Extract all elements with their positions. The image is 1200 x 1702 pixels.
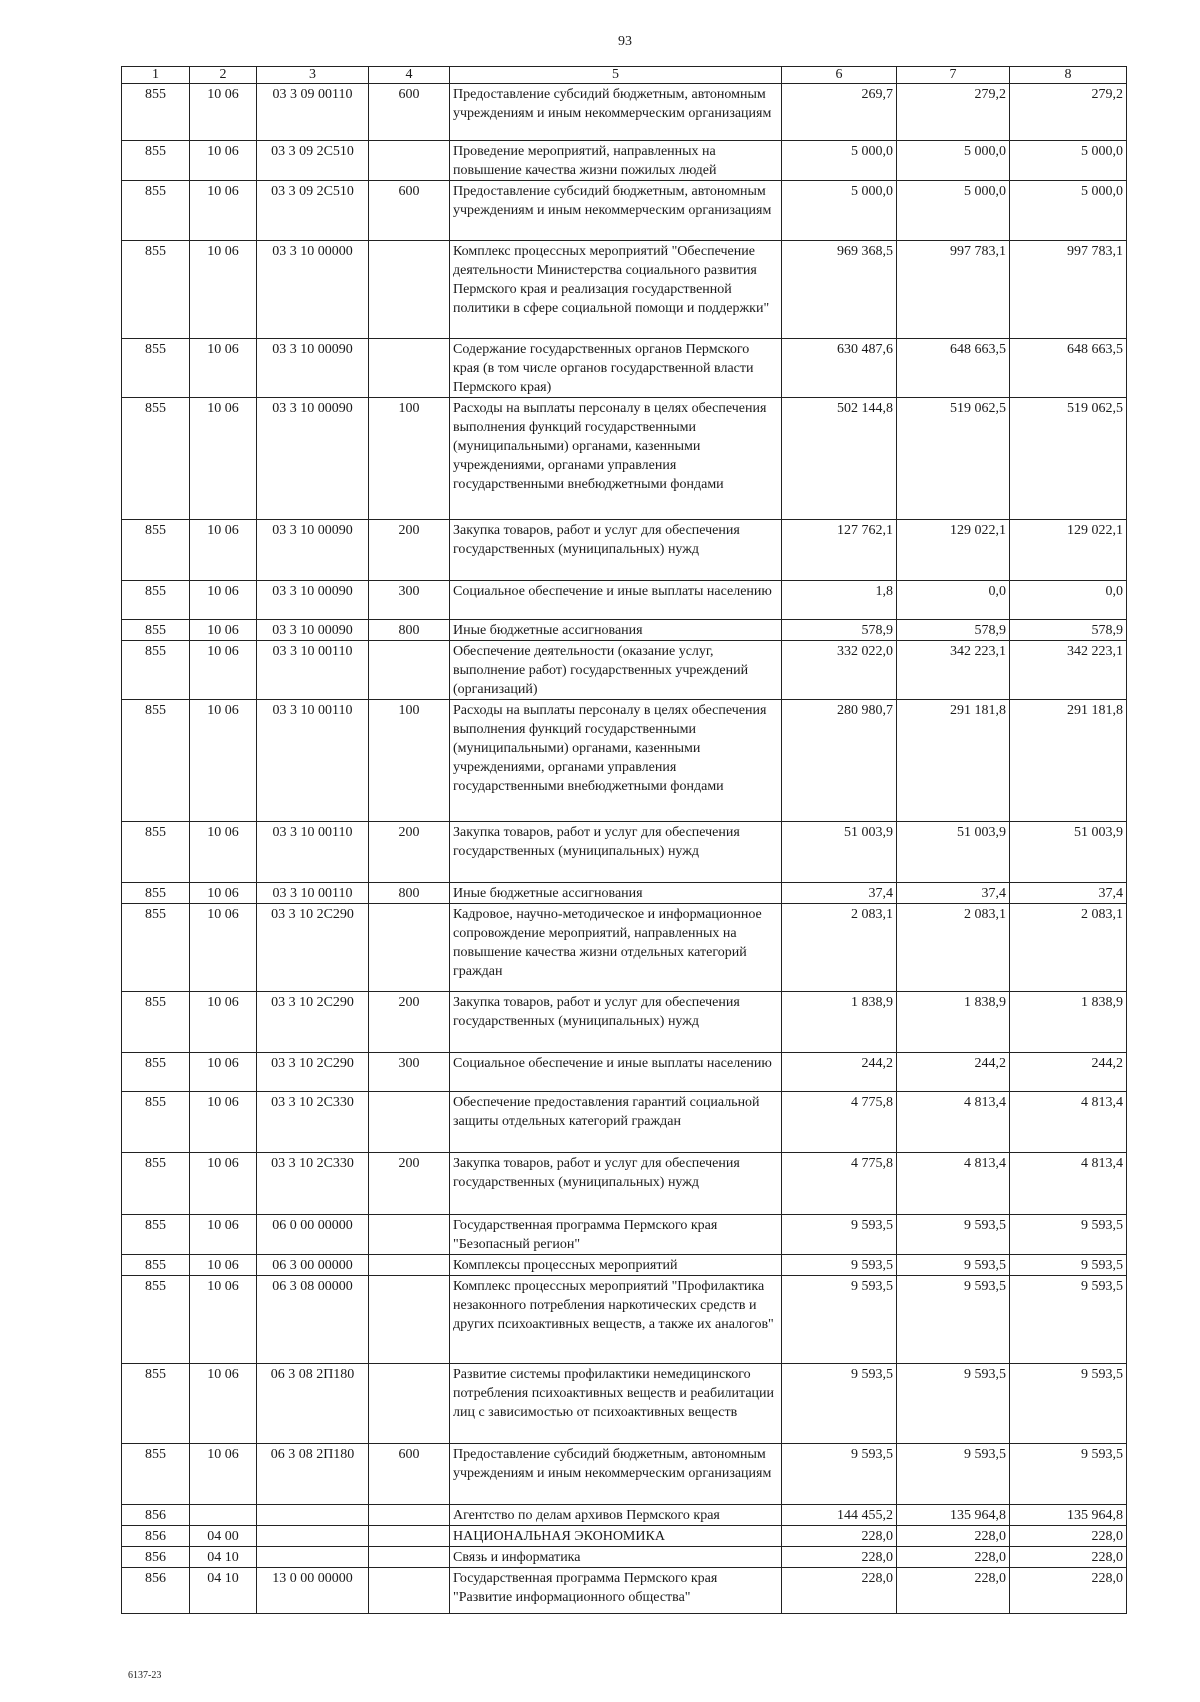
cell-amount-2: 0,0 bbox=[897, 581, 1010, 620]
cell-ministry-code: 855 bbox=[122, 1444, 190, 1505]
cell-amount-3: 997 783,1 bbox=[1010, 241, 1127, 339]
column-header-7: 7 bbox=[897, 67, 1010, 84]
column-header-8: 8 bbox=[1010, 67, 1127, 84]
cell-target-code: 06 3 08 2П180 bbox=[257, 1444, 369, 1505]
cell-amount-1: 228,0 bbox=[782, 1547, 897, 1568]
cell-expense-type bbox=[369, 1547, 450, 1568]
cell-ministry-code: 855 bbox=[122, 520, 190, 581]
table-row bbox=[122, 181, 1127, 241]
cell-amount-3: 4 813,4 bbox=[1010, 1153, 1127, 1215]
cell-amount-1: 630 487,6 bbox=[782, 339, 897, 398]
cell-section-code: 10 06 bbox=[190, 1444, 257, 1505]
cell-amount-2: 5 000,0 bbox=[897, 181, 1010, 241]
cell-target-code: 03 3 10 00110 bbox=[257, 822, 369, 883]
table-row bbox=[122, 1364, 1127, 1444]
cell-target-code: 03 3 10 2С330 bbox=[257, 1153, 369, 1215]
cell-amount-1: 2 083,1 bbox=[782, 904, 897, 992]
cell-amount-2: 2 083,1 bbox=[897, 904, 1010, 992]
cell-ministry-code: 855 bbox=[122, 700, 190, 822]
column-header-3: 3 bbox=[257, 67, 369, 84]
table-row bbox=[122, 1547, 1127, 1568]
cell-expense-type: 300 bbox=[369, 1053, 450, 1092]
table-row bbox=[122, 1505, 1127, 1526]
cell-target-code: 03 3 09 00110 bbox=[257, 84, 369, 141]
cell-amount-2: 9 593,5 bbox=[897, 1444, 1010, 1505]
cell-expense-type bbox=[369, 1568, 450, 1614]
cell-target-code: 03 3 10 00110 bbox=[257, 641, 369, 700]
cell-section-code: 10 06 bbox=[190, 1215, 257, 1255]
cell-section-code: 10 06 bbox=[190, 1364, 257, 1444]
cell-section-code: 10 06 bbox=[190, 822, 257, 883]
cell-amount-3: 228,0 bbox=[1010, 1547, 1127, 1568]
column-header-6: 6 bbox=[782, 67, 897, 84]
cell-name: Комплекс процессных мероприятий "Профилактика незаконного потребления наркотических средств и других психоактивных веществ, а также их аналогов" bbox=[450, 1276, 782, 1364]
cell-amount-3: 578,9 bbox=[1010, 620, 1127, 641]
cell-ministry-code: 855 bbox=[122, 1053, 190, 1092]
cell-amount-2: 129 022,1 bbox=[897, 520, 1010, 581]
cell-expense-type: 600 bbox=[369, 181, 450, 241]
column-header-1: 1 bbox=[122, 67, 190, 84]
cell-ministry-code: 855 bbox=[122, 883, 190, 904]
cell-amount-2: 1 838,9 bbox=[897, 992, 1010, 1053]
cell-target-code: 03 3 10 2С290 bbox=[257, 1053, 369, 1092]
cell-target-code: 03 3 10 00090 bbox=[257, 520, 369, 581]
cell-amount-2: 244,2 bbox=[897, 1053, 1010, 1092]
cell-target-code: 03 3 10 00090 bbox=[257, 398, 369, 520]
cell-expense-type bbox=[369, 1092, 450, 1153]
cell-amount-3: 135 964,8 bbox=[1010, 1505, 1127, 1526]
cell-amount-3: 37,4 bbox=[1010, 883, 1127, 904]
cell-section-code: 10 06 bbox=[190, 992, 257, 1053]
cell-expense-type bbox=[369, 339, 450, 398]
cell-name: Закупка товаров, работ и услуг для обеспечения государственных (муниципальных) нужд bbox=[450, 822, 782, 883]
table-row bbox=[122, 1526, 1127, 1547]
cell-amount-2: 342 223,1 bbox=[897, 641, 1010, 700]
cell-section-code: 10 06 bbox=[190, 883, 257, 904]
cell-amount-3: 519 062,5 bbox=[1010, 398, 1127, 520]
table-row bbox=[122, 1053, 1127, 1092]
cell-name: Расходы на выплаты персоналу в целях обеспечения выполнения функций государственными (муниципальными) органами, казенными учреждениями, органами управления государственными внебюджетными фондами bbox=[450, 700, 782, 822]
cell-amount-3: 279,2 bbox=[1010, 84, 1127, 141]
cell-amount-2: 9 593,5 bbox=[897, 1364, 1010, 1444]
cell-amount-1: 127 762,1 bbox=[782, 520, 897, 581]
cell-amount-3: 129 022,1 bbox=[1010, 520, 1127, 581]
cell-expense-type: 100 bbox=[369, 398, 450, 520]
cell-amount-1: 9 593,5 bbox=[782, 1444, 897, 1505]
cell-target-code: 03 3 09 2С510 bbox=[257, 181, 369, 241]
cell-ministry-code: 855 bbox=[122, 1364, 190, 1444]
cell-section-code: 04 00 bbox=[190, 1526, 257, 1547]
cell-amount-2: 9 593,5 bbox=[897, 1255, 1010, 1276]
cell-amount-1: 332 022,0 bbox=[782, 641, 897, 700]
cell-target-code bbox=[257, 1547, 369, 1568]
cell-section-code: 10 06 bbox=[190, 241, 257, 339]
cell-section-code: 10 06 bbox=[190, 141, 257, 181]
cell-section-code: 10 06 bbox=[190, 1276, 257, 1364]
column-header-4: 4 bbox=[369, 67, 450, 84]
cell-name: Закупка товаров, работ и услуг для обеспечения государственных (муниципальных) нужд bbox=[450, 520, 782, 581]
cell-amount-1: 1 838,9 bbox=[782, 992, 897, 1053]
cell-name: Расходы на выплаты персоналу в целях обеспечения выполнения функций государственными (муниципальными) органами, казенными учреждениями, органами управления государственными внебюджетными фондами bbox=[450, 398, 782, 520]
cell-name: Развитие системы профилактики немедицинского потребления психоактивных веществ и реабилитации лиц с зависимостью от психоактивных веществ bbox=[450, 1364, 782, 1444]
cell-name: Содержание государственных органов Пермского края (в том числе органов государственной власти Пермского края) bbox=[450, 339, 782, 398]
cell-amount-3: 4 813,4 bbox=[1010, 1092, 1127, 1153]
table-row bbox=[122, 1276, 1127, 1364]
table-row bbox=[122, 1444, 1127, 1505]
cell-amount-1: 244,2 bbox=[782, 1053, 897, 1092]
cell-amount-2: 4 813,4 bbox=[897, 1153, 1010, 1215]
cell-amount-2: 135 964,8 bbox=[897, 1505, 1010, 1526]
cell-expense-type bbox=[369, 1364, 450, 1444]
cell-name: Государственная программа Пермского края "Развитие информационного общества" bbox=[450, 1568, 782, 1614]
cell-section-code: 10 06 bbox=[190, 641, 257, 700]
cell-section-code: 10 06 bbox=[190, 581, 257, 620]
cell-expense-type bbox=[369, 241, 450, 339]
cell-name: Закупка товаров, работ и услуг для обеспечения государственных (муниципальных) нужд bbox=[450, 992, 782, 1053]
cell-amount-1: 51 003,9 bbox=[782, 822, 897, 883]
cell-expense-type bbox=[369, 141, 450, 181]
cell-ministry-code: 855 bbox=[122, 992, 190, 1053]
cell-amount-2: 37,4 bbox=[897, 883, 1010, 904]
cell-amount-3: 5 000,0 bbox=[1010, 141, 1127, 181]
cell-section-code: 10 06 bbox=[190, 520, 257, 581]
cell-target-code: 06 0 00 00000 bbox=[257, 1215, 369, 1255]
cell-target-code: 03 3 10 2С330 bbox=[257, 1092, 369, 1153]
column-header-5: 5 bbox=[450, 67, 782, 84]
cell-amount-1: 9 593,5 bbox=[782, 1364, 897, 1444]
cell-amount-2: 648 663,5 bbox=[897, 339, 1010, 398]
cell-section-code: 10 06 bbox=[190, 181, 257, 241]
cell-amount-1: 4 775,8 bbox=[782, 1092, 897, 1153]
cell-name: Обеспечение деятельности (оказание услуг, выполнение работ) государственных учреждений (организаций) bbox=[450, 641, 782, 700]
cell-ministry-code: 855 bbox=[122, 398, 190, 520]
cell-target-code: 03 3 10 00090 bbox=[257, 339, 369, 398]
cell-target-code: 03 3 10 00090 bbox=[257, 620, 369, 641]
cell-ministry-code: 856 bbox=[122, 1505, 190, 1526]
cell-target-code: 06 3 08 00000 bbox=[257, 1276, 369, 1364]
cell-name: Кадровое, научно-методическое и информационное сопровождение мероприятий, направленных на повышение качества жизни отдельных категорий граждан bbox=[450, 904, 782, 992]
cell-amount-1: 9 593,5 bbox=[782, 1215, 897, 1255]
cell-section-code: 10 06 bbox=[190, 1153, 257, 1215]
cell-name: Предоставление субсидий бюджетным, автономным учреждениям и иным некоммерческим организациям bbox=[450, 1444, 782, 1505]
cell-amount-2: 9 593,5 bbox=[897, 1215, 1010, 1255]
cell-name: Проведение мероприятий, направленных на повышение качества жизни пожилых людей bbox=[450, 141, 782, 181]
cell-section-code: 04 10 bbox=[190, 1568, 257, 1614]
cell-amount-1: 969 368,5 bbox=[782, 241, 897, 339]
cell-amount-3: 228,0 bbox=[1010, 1568, 1127, 1614]
cell-amount-1: 4 775,8 bbox=[782, 1153, 897, 1215]
cell-name: Связь и информатика bbox=[450, 1547, 782, 1568]
cell-amount-1: 37,4 bbox=[782, 883, 897, 904]
cell-section-code: 10 06 bbox=[190, 1053, 257, 1092]
cell-amount-3: 9 593,5 bbox=[1010, 1255, 1127, 1276]
budget-table bbox=[121, 66, 1127, 1614]
cell-amount-1: 1,8 bbox=[782, 581, 897, 620]
cell-amount-1: 280 980,7 bbox=[782, 700, 897, 822]
cell-amount-2: 228,0 bbox=[897, 1547, 1010, 1568]
table-row bbox=[122, 581, 1127, 620]
cell-ministry-code: 856 bbox=[122, 1568, 190, 1614]
cell-ministry-code: 855 bbox=[122, 141, 190, 181]
cell-target-code bbox=[257, 1505, 369, 1526]
cell-amount-3: 291 181,8 bbox=[1010, 700, 1127, 822]
table-row bbox=[122, 398, 1127, 520]
cell-ministry-code: 855 bbox=[122, 620, 190, 641]
cell-ministry-code: 855 bbox=[122, 1276, 190, 1364]
table-row bbox=[122, 641, 1127, 700]
cell-amount-3: 0,0 bbox=[1010, 581, 1127, 620]
cell-expense-type bbox=[369, 1505, 450, 1526]
cell-amount-2: 997 783,1 bbox=[897, 241, 1010, 339]
cell-amount-3: 9 593,5 bbox=[1010, 1364, 1127, 1444]
table-row bbox=[122, 1153, 1127, 1215]
cell-name: Социальное обеспечение и иные выплаты населению bbox=[450, 1053, 782, 1092]
table-row bbox=[122, 822, 1127, 883]
cell-section-code: 10 06 bbox=[190, 700, 257, 822]
cell-ministry-code: 855 bbox=[122, 339, 190, 398]
cell-expense-type bbox=[369, 1255, 450, 1276]
column-header-2: 2 bbox=[190, 67, 257, 84]
cell-name: Комплексы процессных мероприятий bbox=[450, 1255, 782, 1276]
cell-amount-2: 228,0 bbox=[897, 1526, 1010, 1547]
cell-amount-3: 9 593,5 bbox=[1010, 1444, 1127, 1505]
cell-target-code: 03 3 09 2С510 bbox=[257, 141, 369, 181]
cell-ministry-code: 855 bbox=[122, 1215, 190, 1255]
cell-amount-3: 1 838,9 bbox=[1010, 992, 1127, 1053]
table-row bbox=[122, 992, 1127, 1053]
cell-target-code bbox=[257, 1526, 369, 1547]
cell-name: Иные бюджетные ассигнования bbox=[450, 883, 782, 904]
table-row bbox=[122, 1568, 1127, 1614]
table-row bbox=[122, 141, 1127, 181]
cell-section-code: 10 06 bbox=[190, 398, 257, 520]
cell-target-code: 03 3 10 2С290 bbox=[257, 904, 369, 992]
table-row bbox=[122, 1215, 1127, 1255]
cell-amount-2: 279,2 bbox=[897, 84, 1010, 141]
cell-target-code: 03 3 10 00110 bbox=[257, 700, 369, 822]
cell-name: Предоставление субсидий бюджетным, автономным учреждениям и иным некоммерческим организациям bbox=[450, 84, 782, 141]
cell-ministry-code: 855 bbox=[122, 822, 190, 883]
cell-amount-3: 244,2 bbox=[1010, 1053, 1127, 1092]
cell-expense-type: 600 bbox=[369, 1444, 450, 1505]
cell-amount-3: 342 223,1 bbox=[1010, 641, 1127, 700]
cell-section-code: 10 06 bbox=[190, 904, 257, 992]
cell-section-code: 10 06 bbox=[190, 84, 257, 141]
cell-amount-2: 9 593,5 bbox=[897, 1276, 1010, 1364]
page-number: 93 bbox=[618, 34, 632, 49]
table-row bbox=[122, 241, 1127, 339]
cell-section-code: 10 06 bbox=[190, 1092, 257, 1153]
cell-ministry-code: 855 bbox=[122, 581, 190, 620]
cell-expense-type: 100 bbox=[369, 700, 450, 822]
cell-expense-type: 300 bbox=[369, 581, 450, 620]
cell-amount-2: 5 000,0 bbox=[897, 141, 1010, 181]
cell-target-code: 06 3 00 00000 bbox=[257, 1255, 369, 1276]
cell-amount-3: 5 000,0 bbox=[1010, 181, 1127, 241]
cell-name: Агентство по делам архивов Пермского края bbox=[450, 1505, 782, 1526]
cell-amount-2: 291 181,8 bbox=[897, 700, 1010, 822]
cell-ministry-code: 856 bbox=[122, 1547, 190, 1568]
cell-ministry-code: 855 bbox=[122, 1255, 190, 1276]
cell-expense-type bbox=[369, 641, 450, 700]
cell-amount-2: 4 813,4 bbox=[897, 1092, 1010, 1153]
cell-name: НАЦИОНАЛЬНАЯ ЭКОНОМИКА bbox=[450, 1526, 782, 1547]
cell-name: Закупка товаров, работ и услуг для обеспечения государственных (муниципальных) нужд bbox=[450, 1153, 782, 1215]
cell-amount-3: 2 083,1 bbox=[1010, 904, 1127, 992]
cell-name: Обеспечение предоставления гарантий социальной защиты отдельных категорий граждан bbox=[450, 1092, 782, 1153]
cell-section-code: 10 06 bbox=[190, 620, 257, 641]
cell-ministry-code: 855 bbox=[122, 181, 190, 241]
cell-ministry-code: 855 bbox=[122, 241, 190, 339]
cell-amount-3: 228,0 bbox=[1010, 1526, 1127, 1547]
cell-amount-2: 51 003,9 bbox=[897, 822, 1010, 883]
cell-expense-type: 200 bbox=[369, 520, 450, 581]
cell-amount-1: 578,9 bbox=[782, 620, 897, 641]
cell-target-code: 13 0 00 00000 bbox=[257, 1568, 369, 1614]
cell-target-code: 03 3 10 00110 bbox=[257, 883, 369, 904]
cell-section-code: 10 06 bbox=[190, 339, 257, 398]
cell-amount-3: 51 003,9 bbox=[1010, 822, 1127, 883]
cell-expense-type: 600 bbox=[369, 84, 450, 141]
table-row bbox=[122, 1092, 1127, 1153]
cell-expense-type: 800 bbox=[369, 620, 450, 641]
table-row bbox=[122, 700, 1127, 822]
cell-target-code: 03 3 10 00000 bbox=[257, 241, 369, 339]
cell-name: Комплекс процессных мероприятий "Обеспечение деятельности Министерства социального развития Пермского края и реализация государственной политики в сфере социальной помощи и поддержки" bbox=[450, 241, 782, 339]
cell-ministry-code: 855 bbox=[122, 1092, 190, 1153]
cell-amount-1: 9 593,5 bbox=[782, 1255, 897, 1276]
table-row bbox=[122, 84, 1127, 141]
cell-expense-type bbox=[369, 904, 450, 992]
column-number-row bbox=[122, 67, 1127, 84]
cell-expense-type bbox=[369, 1276, 450, 1364]
cell-expense-type: 200 bbox=[369, 822, 450, 883]
cell-amount-1: 228,0 bbox=[782, 1526, 897, 1547]
cell-amount-1: 269,7 bbox=[782, 84, 897, 141]
cell-expense-type bbox=[369, 1215, 450, 1255]
document-code: 6137-23 bbox=[128, 1670, 162, 1681]
table-row bbox=[122, 1255, 1127, 1276]
cell-name: Предоставление субсидий бюджетным, автономным учреждениям и иным некоммерческим организациям bbox=[450, 181, 782, 241]
cell-target-code: 03 3 10 00090 bbox=[257, 581, 369, 620]
table-row bbox=[122, 620, 1127, 641]
cell-name: Государственная программа Пермского края "Безопасный регион" bbox=[450, 1215, 782, 1255]
table-row bbox=[122, 520, 1127, 581]
cell-ministry-code: 856 bbox=[122, 1526, 190, 1547]
table-row bbox=[122, 904, 1127, 992]
cell-amount-2: 519 062,5 bbox=[897, 398, 1010, 520]
cell-amount-1: 5 000,0 bbox=[782, 181, 897, 241]
cell-section-code bbox=[190, 1505, 257, 1526]
cell-target-code: 06 3 08 2П180 bbox=[257, 1364, 369, 1444]
cell-ministry-code: 855 bbox=[122, 84, 190, 141]
cell-name: Социальное обеспечение и иные выплаты населению bbox=[450, 581, 782, 620]
cell-amount-1: 5 000,0 bbox=[782, 141, 897, 181]
cell-amount-2: 228,0 bbox=[897, 1568, 1010, 1614]
cell-expense-type: 200 bbox=[369, 992, 450, 1053]
cell-amount-3: 9 593,5 bbox=[1010, 1215, 1127, 1255]
cell-amount-2: 578,9 bbox=[897, 620, 1010, 641]
cell-ministry-code: 855 bbox=[122, 904, 190, 992]
table-row bbox=[122, 339, 1127, 398]
cell-section-code: 10 06 bbox=[190, 1255, 257, 1276]
cell-amount-1: 9 593,5 bbox=[782, 1276, 897, 1364]
cell-expense-type: 200 bbox=[369, 1153, 450, 1215]
cell-ministry-code: 855 bbox=[122, 641, 190, 700]
cell-amount-3: 648 663,5 bbox=[1010, 339, 1127, 398]
cell-target-code: 03 3 10 2С290 bbox=[257, 992, 369, 1053]
cell-section-code: 04 10 bbox=[190, 1547, 257, 1568]
cell-expense-type bbox=[369, 1526, 450, 1547]
cell-amount-3: 9 593,5 bbox=[1010, 1276, 1127, 1364]
cell-amount-1: 502 144,8 bbox=[782, 398, 897, 520]
cell-name: Иные бюджетные ассигнования bbox=[450, 620, 782, 641]
cell-amount-1: 144 455,2 bbox=[782, 1505, 897, 1526]
cell-expense-type: 800 bbox=[369, 883, 450, 904]
cell-ministry-code: 855 bbox=[122, 1153, 190, 1215]
cell-amount-1: 228,0 bbox=[782, 1568, 897, 1614]
table-row bbox=[122, 883, 1127, 904]
